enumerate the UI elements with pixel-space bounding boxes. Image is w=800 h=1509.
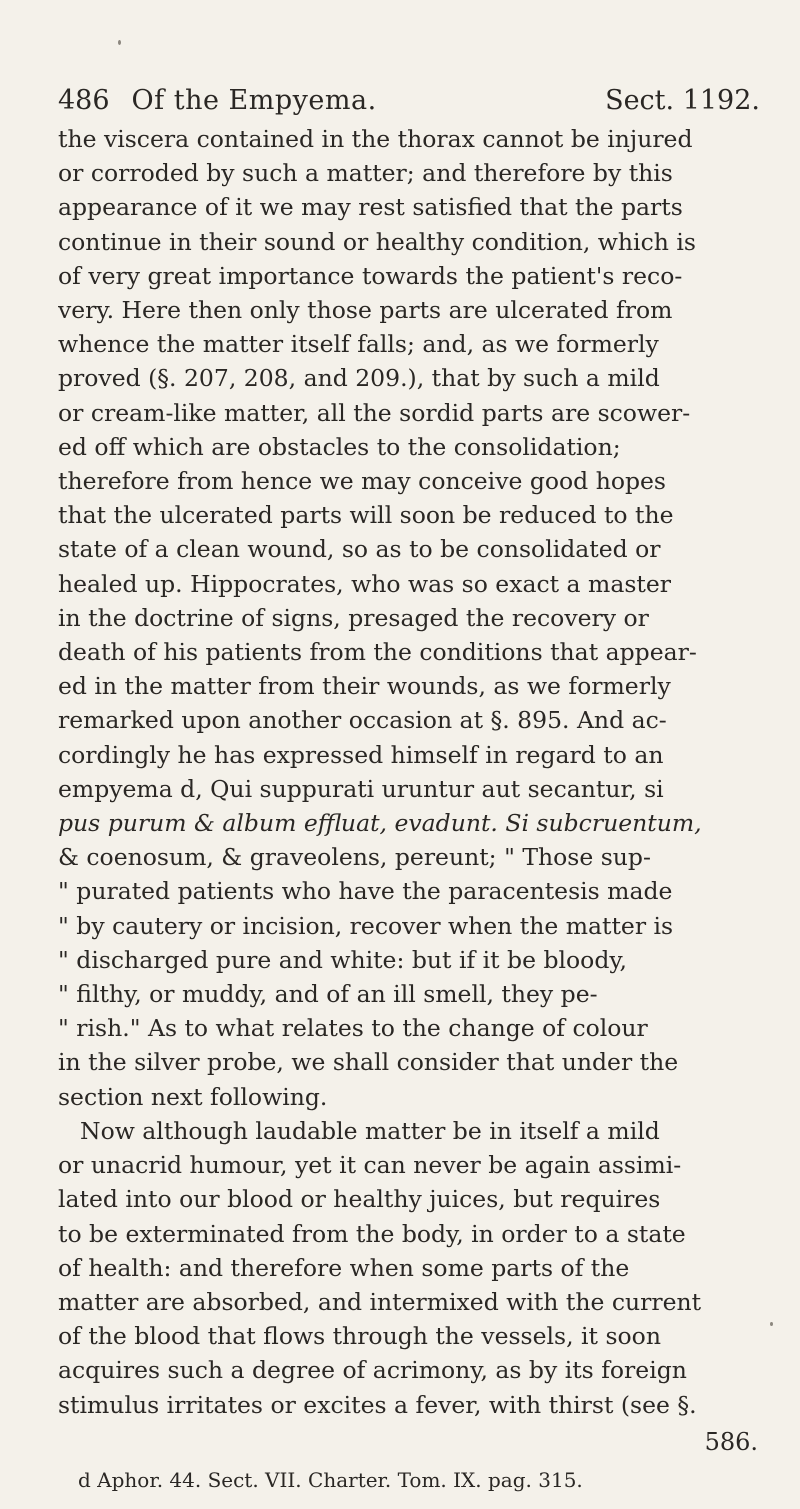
text-line: & coenosum, & graveolens, pereunt; " Those sup- (58, 843, 651, 872)
text-line: cordingly he has expressed himself in regard to an (58, 740, 664, 769)
text-line: very. Here then only those parts are ulcerated from (58, 296, 673, 325)
text-line: in the silver probe, we shall consider that under the (58, 1048, 679, 1077)
text-line: appearance of it we may rest satisfied that the parts (58, 193, 683, 222)
footnote: d Aphor. 44. Sect. VII. Charter. Tom. IX. pag. 315. (78, 1467, 583, 1492)
text-line: lated into our blood or healthy juices, but requires (58, 1185, 661, 1214)
text-line: continue in their sound or healthy condition, which is (58, 227, 696, 256)
text-line: proved (§. 207, 208, and 209.), that by such a mild (58, 364, 660, 393)
section-reference: Sect. 1192. (605, 85, 760, 116)
text-line: healed up. Hippocrates, who was so exact a master (58, 569, 671, 598)
page-number: 486 (58, 85, 110, 116)
text-line: that the ulcerated parts will soon be reduced to the (58, 501, 674, 530)
text-line: state of a clean wound, so as to be consolidated or (58, 535, 661, 564)
text-line: of health: and therefore when some parts of the (58, 1253, 630, 1282)
text-line: therefore from hence we may conceive good hopes (58, 467, 666, 496)
text-line: " by cautery or incision, recover when the matter is (58, 911, 674, 940)
text-line: or cream-like matter, all the sordid parts are scower- (58, 398, 691, 427)
text-line: Now although laudable matter be in itself a mild (80, 1116, 660, 1145)
text-line: empyema d, Qui suppurati uruntur aut secantur, si (58, 774, 664, 803)
text-line: remarked upon another occasion at §. 895. And ac- (58, 706, 667, 735)
text-line: ed in the matter from their wounds, as we formerly (58, 672, 671, 701)
text-line: of very great importance towards the patient's reco- (58, 261, 683, 290)
text-line: ed off which are obstacles to the consolidation; (58, 432, 621, 461)
text-line: or corroded by such a matter; and therefore by this (58, 159, 673, 188)
text-line: in the doctrine of signs, presaged the recovery or (58, 603, 649, 632)
text-line: " purated patients who have the paracentesis made (58, 877, 673, 906)
paper-speck (118, 40, 121, 45)
chapter-title: Of the Empyema. (131, 85, 377, 116)
running-head (58, 84, 766, 122)
text-line: stimulus irritates or excites a fever, with thirst (see §. (58, 1390, 697, 1419)
text-line: to be exterminated from the body, in order to a state (58, 1219, 686, 1248)
text-line: or unacrid humour, yet it can never be again assimi- (58, 1151, 682, 1180)
body-text (58, 122, 766, 1422)
text-line: pus purum & album effluat, evadunt. Si subcruentum, (58, 809, 702, 838)
text-line: " rish." As to what relates to the change of colour (58, 1014, 648, 1043)
text-line: section next following. (58, 1082, 328, 1111)
text-line: of the blood that flows through the vessels, it soon (58, 1322, 661, 1351)
catchword: 586. (704, 1427, 758, 1456)
text-line: " filthy, or muddy, and of an ill smell, they pe- (58, 980, 598, 1009)
text-line: whence the matter itself falls; and, as we formerly (58, 330, 659, 359)
text-line: acquires such a degree of acrimony, as by its foreign (58, 1356, 687, 1385)
text-line: the viscera contained in the thorax cannot be injured (58, 125, 693, 153)
paper-speck (770, 1322, 773, 1326)
text-line: " discharged pure and white: but if it be bloody, (58, 945, 628, 974)
text-line: death of his patients from the conditions that appear- (58, 638, 697, 667)
text-line: matter are absorbed, and intermixed with the current (58, 1287, 702, 1316)
